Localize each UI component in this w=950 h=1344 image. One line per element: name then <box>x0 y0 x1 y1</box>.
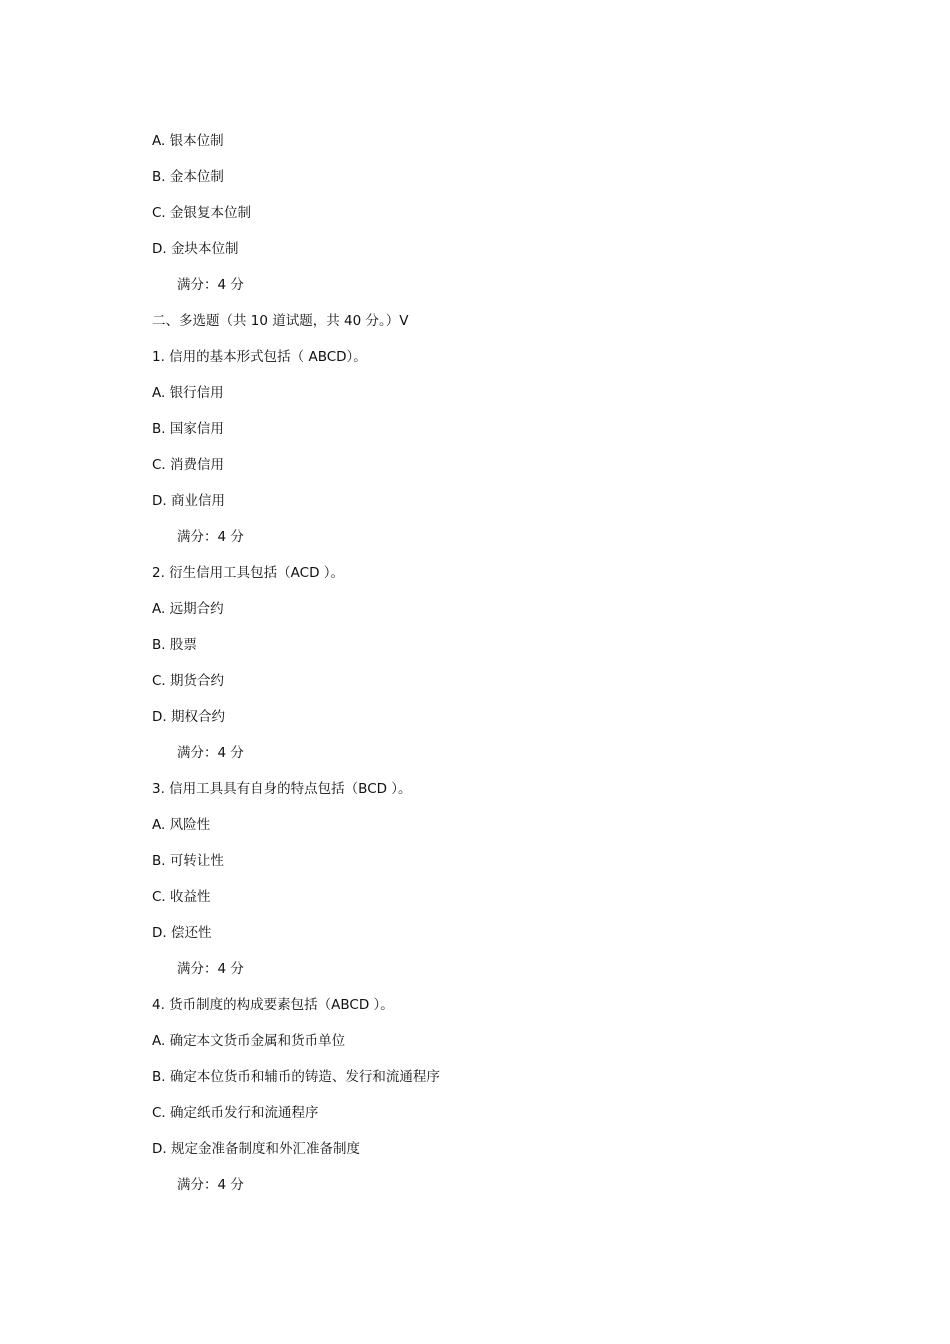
score-line: 满分：4 分 <box>177 529 244 545</box>
option-line: D. 规定金准备制度和外汇准备制度 <box>152 1141 360 1157</box>
option-line: B. 国家信用 <box>152 421 224 437</box>
option-line: C. 收益性 <box>152 889 211 905</box>
score-line: 满分：4 分 <box>177 1177 244 1193</box>
option-line: A. 风险性 <box>152 817 211 833</box>
score-line: 满分：4 分 <box>177 961 244 977</box>
option-line: D. 偿还性 <box>152 925 212 941</box>
option-line: A. 远期合约 <box>152 601 224 617</box>
option-line: C. 金银复本位制 <box>152 205 252 221</box>
question-line: 4. 货币制度的构成要素包括（ABCD ）。 <box>152 997 394 1013</box>
option-line: B. 金本位制 <box>152 169 224 185</box>
section-heading: 二、多选题（共 10 道试题，共 40 分。）V <box>152 313 409 329</box>
option-line: B. 可转让性 <box>152 853 224 869</box>
score-line: 满分：4 分 <box>177 277 244 293</box>
option-line: C. 消费信用 <box>152 457 225 473</box>
option-line: A. 银本位制 <box>152 133 224 149</box>
option-line: D. 金块本位制 <box>152 241 239 257</box>
document-content <box>152 129 852 1209</box>
question-line: 3. 信用工具具有自身的特点包括（BCD ）。 <box>152 781 412 797</box>
option-line: A. 确定本文货币金属和货币单位 <box>152 1033 346 1049</box>
option-line: C. 确定纸币发行和流通程序 <box>152 1105 319 1121</box>
question-line: 2. 衍生信用工具包括（ACD ）。 <box>152 565 345 581</box>
option-line: B. 股票 <box>152 637 197 653</box>
option-line: D. 商业信用 <box>152 493 225 509</box>
score-line: 满分：4 分 <box>177 745 244 761</box>
option-line: D. 期权合约 <box>152 709 225 725</box>
option-line: C. 期货合约 <box>152 673 225 689</box>
question-line: 1. 信用的基本形式包括（ ABCD）。 <box>152 349 367 365</box>
option-line: A. 银行信用 <box>152 385 224 401</box>
option-line: B. 确定本位货币和辅币的铸造、发行和流通程序 <box>152 1069 440 1085</box>
